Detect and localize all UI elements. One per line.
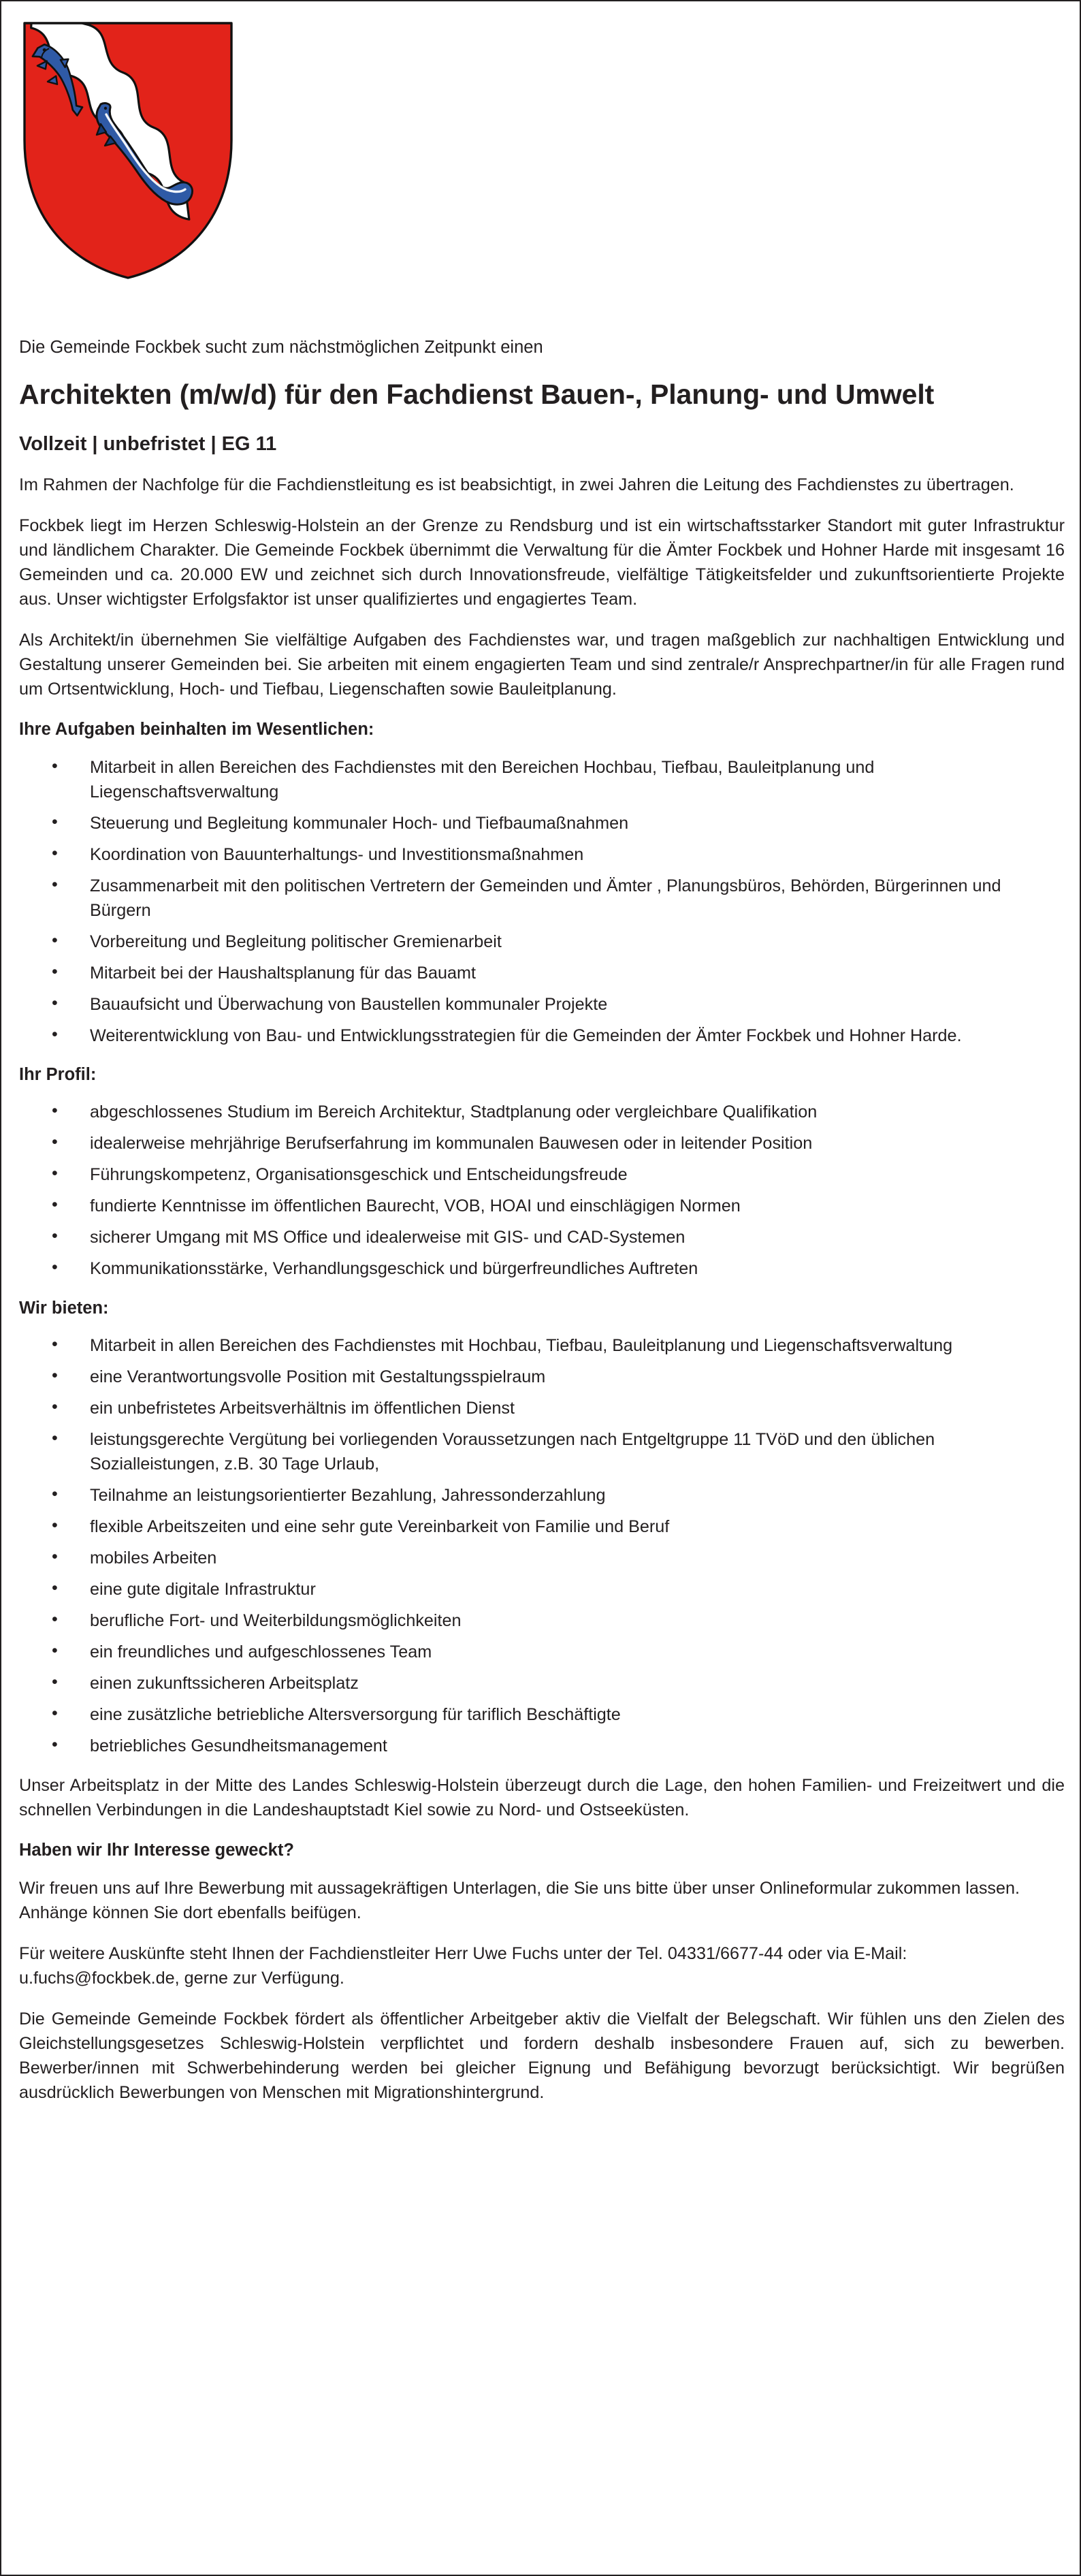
profile-list (19, 1100, 1065, 1281)
list-item: • fundierte Kenntnisse im öffentlichen Baurecht, VOB, HOAI und einschlägigen Normen (19, 1194, 1065, 1218)
list-item: • flexible Arbeitszeiten und eine sehr gute Vereinbarkeit von Familie und Beruf (19, 1514, 1065, 1539)
list-item: • Koordination von Bauunterhaltungs- und Investitionsmaßnahmen (19, 842, 1065, 867)
intro-paragraph-1: Im Rahmen der Nachfolge für die Fachdienstleitung es ist beabsichtigt, in zwei Jahren die Leitung des Fachdienstes zu übertragen. (19, 475, 1014, 494)
list-item: • Steuerung und Begleitung kommunaler Hoch- und Tiefbaumaßnahmen (19, 811, 1065, 836)
list-item: • ein unbefristetes Arbeitsverhältnis im öffentlichen Dienst (19, 1396, 1065, 1420)
offer-heading: Wir bieten: (19, 1298, 109, 1318)
intro-paragraph-2: Fockbek liegt im Herzen Schleswig-Holstein an der Grenze zu Rendsburg und ist ein wirtschaftsstarker Standort mit guter Infrastruktur und ländlichem Charakter. Die Gemeinde Fockbek übernimmt die Verwaltung für die Ämter Fockbek und Hohner Harde mit insgesamt 16 Gemeinden und ca. 20.000 EW und zeichnet sich durch Innovationsfreude, vielfältige Tätigkeitsfelder und zukunftsorientierte Projekte aus. Unser wichtigster Erfolgsfaktor ist unser qualifiziertes und engagiertes Team. (19, 515, 1065, 609)
list-item: • idealerweise mehrjährige Berufserfahrung im kommunalen Bauwesen oder in leitender Position (19, 1131, 1065, 1156)
list-item: • Zusammenarbeit mit den politischen Vertretern der Gemeinden und Ämter , Planungsbüros, Behörden, Bürgerinnen und Bürgern (19, 874, 1065, 923)
list-item: • Mitarbeit in allen Bereichen des Fachdienstes mit Hochbau, Tiefbau, Bauleitplanung und Liegenschaftsverwaltung (19, 1333, 1065, 1358)
location-paragraph: Unser Arbeitsplatz in der Mitte des Landes Schleswig-Holstein überzeugt durch die Lage, den hohen Familien- und Freizeitwert und die schnellen Verbindungen in die Landeshauptstadt Kiel sowie zu Nord- und Ostseeküsten. (19, 1776, 1065, 1820)
interest-heading: Haben wir Ihr Interesse geweckt? (19, 1841, 294, 1860)
list-item: • Mitarbeit in allen Bereichen des Fachdienstes mit den Bereichen Hochbau, Tiefbau, Bauleitplanung und Liegenschaftsverwaltung (19, 755, 1065, 804)
page-title: Architekten (m/w/d) für den Fachdienst Bauen-, Planung- und Umwelt (19, 378, 935, 410)
list-item: • eine zusätzliche betriebliche Altersversorgung für tariflich Beschäftigte (19, 1702, 1065, 1727)
diversity-paragraph: Die Gemeinde Gemeinde Fockbek fördert als öffentlicher Arbeitgeber aktiv die Vielfalt der Belegschaft. Wir fühlen uns den Zielen des Gleichstellungsgesetzes Schleswig-Holstein verpflichtet und fordern deshalb insbesondere Frauen auf, sich zu bewerben. Bewerber/innen mit Schwerbehinderung werden bei gleicher Eignung und Befähigung bevorzugt berücksichtigt. Wir begrüßen ausdrücklich Bewerbungen von Menschen mit Migrationshintergrund. (19, 2009, 1065, 2103)
list-item: • betriebliches Gesundheitsmanagement (19, 1734, 1065, 1758)
list-item: • berufliche Fort- und Weiterbildungsmöglichkeiten (19, 1608, 1065, 1633)
profile-heading: Ihr Profil: (19, 1064, 97, 1084)
tasks-list (19, 755, 1065, 1048)
list-item: • ein freundliches und aufgeschlossenes Team (19, 1640, 1065, 1664)
list-item: • Weiterentwicklung von Bau- und Entwicklungsstrategien für die Gemeinden der Ämter Fockbek und Hohner Harde. (19, 1023, 1065, 1048)
contact-paragraph: Für weitere Auskünfte steht Ihnen der Fachdienstleiter Herr Uwe Fuchs unter der Tel. 04331/6677-44 oder via E-Mail: u.fuchs@fockbek.de, gerne zur Verfügung. (19, 1943, 907, 1988)
list-item: • Vorbereitung und Begleitung politischer Gremienarbeit (19, 929, 1065, 954)
list-item: • eine gute digitale Infrastruktur (19, 1577, 1065, 1602)
list-item: • sicherer Umgang mit MS Office und idealerweise mit GIS- und CAD-Systemen (19, 1225, 1065, 1250)
list-item: • eine Verantwortungsvolle Position mit Gestaltungsspielraum (19, 1365, 1065, 1389)
list-item: • leistungsgerechte Vergütung bei vorliegenden Voraussetzungen nach Entgeltgruppe 11 TVöD und den üblichen Sozialleistungen, z.B. 30 Tage Urlaub, (19, 1427, 1065, 1476)
coat-of-arms-crest (20, 20, 236, 281)
tasks-heading: Ihre Aufgaben beinhalten im Wesentlichen: (19, 720, 374, 740)
list-item: • Bauaufsicht und Überwachung von Baustellen kommunaler Projekte (19, 992, 1065, 1017)
list-item: • Führungskompetenz, Organisationsgeschick und Entscheidungsfreude (19, 1162, 1065, 1187)
list-item: • einen zukunftssicheren Arbeitsplatz (19, 1671, 1065, 1696)
application-paragraph: Wir freuen uns auf Ihre Bewerbung mit aussagekräftigen Unterlagen, die Sie uns bitte über unser Onlineformular zukommen lassen. Anhänge können Sie dort ebenfalls beifügen. (19, 1878, 1020, 1922)
list-item: • Mitarbeit bei der Haushaltsplanung für das Bauamt (19, 961, 1065, 985)
eyebrow-line: Die Gemeinde Fockbek sucht zum nächstmöglichen Zeitpunkt einen (19, 338, 543, 357)
posting-content (19, 336, 1065, 2121)
list-item: • Teilnahme an leistungsorientierter Bezahlung, Jahressonderzahlung (19, 1483, 1065, 1508)
employment-conditions: Vollzeit | unbefristet | EG 11 (19, 432, 277, 455)
offer-list (19, 1333, 1065, 1758)
intro-paragraph-3: Als Architekt/in übernehmen Sie vielfältige Aufgaben des Fachdienstes war, und tragen maßgeblich zur nachhaltigen Entwicklung und Gestaltung unserer Gemeinden bei. Sie arbeiten mit einem engagierten Team und sind zentrale/r Ansprechpartner/in für alle Fragen rund um Ortsentwicklung, Hoch- und Tiefbau, Liegenschaften sowie Bauleitplanung. (19, 631, 1065, 699)
crest-icon (20, 20, 236, 281)
list-item: • mobiles Arbeiten (19, 1546, 1065, 1570)
list-item: • Kommunikationsstärke, Verhandlungsgeschick und bürgerfreundliches Auftreten (19, 1256, 1065, 1281)
list-item: • abgeschlossenes Studium im Bereich Architektur, Stadtplanung oder vergleichbare Qualifikation (19, 1100, 1065, 1124)
